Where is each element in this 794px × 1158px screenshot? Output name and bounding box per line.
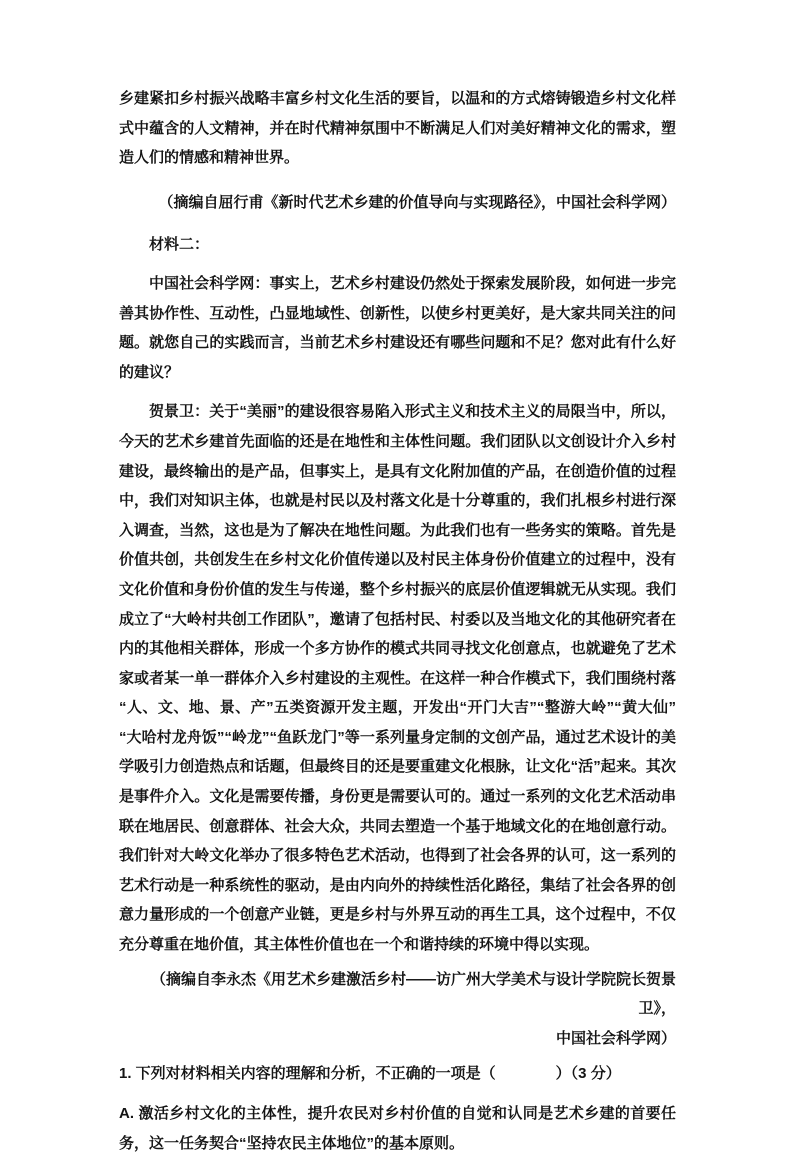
material-one-attribution: （摘编自屈行甫《新时代艺术乡建的价值导向与实现路径》，中国社会科学网） [158,193,676,211]
material-two-heading: 材料二： [149,236,210,254]
question-1: 1. 下列对材料相关内容的理解和分析，不正确的一项是（ ）（3 分） [119,1065,621,1083]
interviewer-question-paragraph: 中国社会科学网：事实上，艺术乡村建设仍然处于探索发展阶段，如何进一步完善其协作性、互动性，凸显地域性、创新性，以使乡村更美好，是大家共同关注的问题。就您自己的实践而言，当前艺术乡村建设还有哪些问题和不足？您对此有什么好的建议？ [119,274,676,381]
material-one-continuation-paragraph: 乡建紧扣乡村振兴战略丰富乡村文化生活的要旨，以温和的方式熔铸锻造乡村文化样式中蕴含的人文精神，并在时代精神氛围中不断满足人们对美好精神文化的需求，塑造人们的情感和精神世界。 [119,90,676,167]
interviewee-answer-paragraph: 贺景卫：关于“美丽”的建设很容易陷入形式主义和技术主义的局限当中，所以，今天的艺术乡建首先面临的还是在地性和主体性问题。我们团队以文创设计介入乡村建设，最终输出的是产品，但事实上，是具有文化附加值的产品，在创造价值的过程中，我们对知识主体，也就是村民以及村落文化是十分尊重的，我们扎根乡村进行深入调查，当然，这也是为了解决在地性问题。为此我们也有一些务实的策略。首先是价值共创，共创发生在乡村文化价值传递以及村民主体身份价值建立的过程中，没有文化价值和身份价值的发生与传递，整个乡村振兴的底层价值逻辑就无从实现。我们成立了“大岭村共创工作团队”，邀请了包括村民、村委以及当地文化的其他研究者在内的其他相关群体，形成一个多方协作的模式共同寻找文化创意点，也就避免了艺术家或者某一单一群体介入乡村建设的主观性。在这样一种合作模式下，我们围绕村落“人、文、地、景、产”五类资源开发主题，开发出“开门大吉”“整游大岭”“黄大仙”“大哈村龙舟饭”“岭龙”“鱼跃龙门”等一系列量身定制的文创产品，通过艺术设计的美学吸引力创造热点和话题，但最终目的还是要重建文化根脉，让文化“活”起来。其次是事件介入。文化是需要传播，身份更是需要认可的。通过一系列的文化艺术活动串联在地居民、创意群体、社会大众，共同去塑造一个基于地域文化的在地创意行动。我们针对大岭文化举办了很多特色艺术活动，也得到了社会各界的认可，这一系列的艺术行动是一种系统性的驱动，是由内向外的持续性活化路径，集结了社会各界的创意力量形成的一个创意产业链，更是乡村与外界互动的再生工具，这个过程中，不仅充分尊重在地价值，其主体性价值也在一个和谐持续的环境中得以实现。 [119,403,676,954]
material-two-attribution-line-2: 中国社会科学网） [555,1029,676,1047]
option-a: A. 激活乡村文化的主体性，提升农民对乡村价值的自觉和认同是艺术乡建的首要任务，这一任务契合“坚持农民主体地位”的基本原则。 [119,1105,676,1152]
material-two-attribution-line-1: （摘编自李永杰《用艺术乡建激活乡村——访广州大学美术与设计学院院长贺景卫》， [150,970,676,1018]
material-two-attribution [119,965,676,1054]
